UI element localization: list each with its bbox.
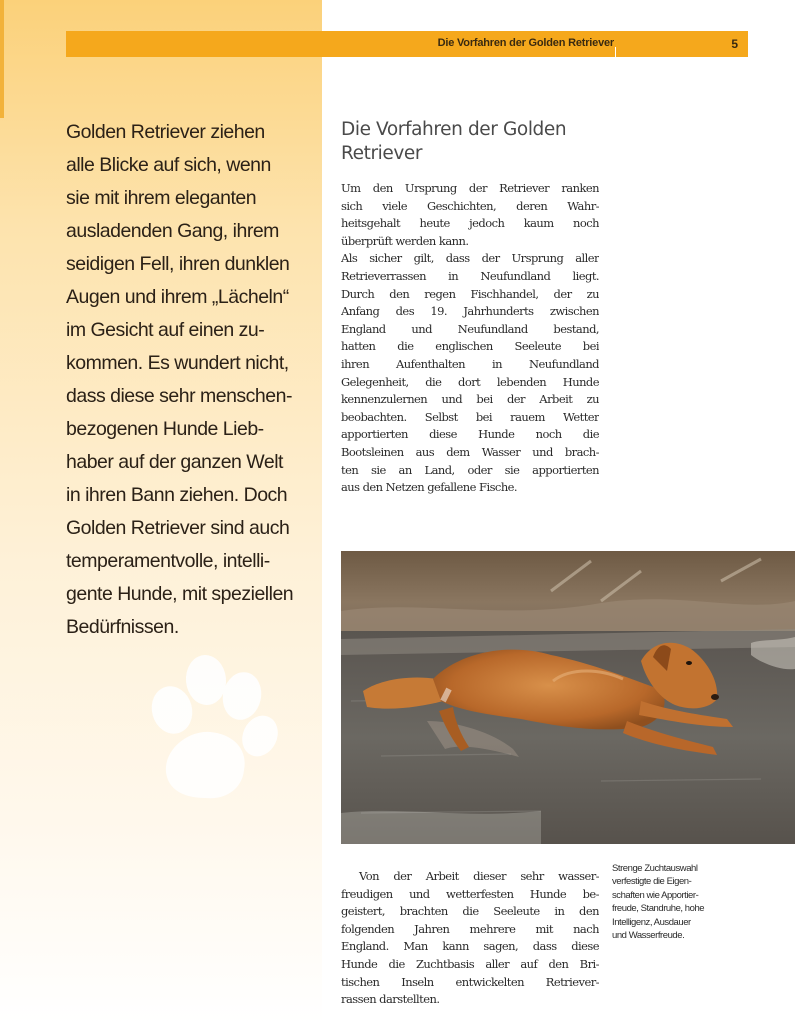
- text-line: Um den Ursprung der Retriever ranken: [341, 181, 599, 195]
- text-line: Hunde die Zuchtbasis aller auf den Bri-: [341, 956, 599, 971]
- intro-line: kommen. Es wundert nicht,: [66, 352, 289, 374]
- intro-line: seidigen Fell, ihren dunklen: [66, 253, 290, 275]
- intro-line: bezogenen Hunde Lieb-: [66, 418, 264, 440]
- photo-golden-retriever: [341, 551, 795, 844]
- intro-line: Golden Retriever sind auch: [66, 517, 290, 539]
- text-line: kennenzulernen und bei der Arbeit zu: [341, 392, 599, 407]
- text-line: geistert, brachten die Seeleute in den: [341, 904, 599, 919]
- intro-line: temperamentvolle, intelli-: [66, 550, 270, 572]
- header-divider: [615, 47, 616, 57]
- text-line: Gelegenheit, die dort lebenden Hunde: [341, 374, 599, 389]
- intro-text: [66, 116, 318, 644]
- text-line: überprüft werden kann.: [341, 233, 469, 248]
- text-line: rassen darstellten.: [341, 992, 440, 1007]
- text-line: apportierten diese Hunde noch die: [341, 427, 599, 442]
- caption-line: freude, Standruhe, hohe: [612, 903, 705, 915]
- intro-line: sie mit ihrem eleganten: [66, 187, 257, 209]
- intro-line: ausladenden Gang, ihrem: [66, 220, 279, 242]
- article-title: [341, 118, 601, 166]
- text-line: Anfang des 19. Jahrhunderts zwischen: [341, 304, 599, 319]
- caption-line: und Wasserfreude.: [612, 930, 685, 942]
- text-line: Retrieverrassen in Neufundland liegt.: [341, 268, 599, 283]
- text-line: Von der Arbeit dieser sehr wasser-: [359, 869, 599, 883]
- paw-print-icon: [146, 652, 282, 808]
- title-line: Retriever: [341, 143, 423, 164]
- intro-line: haber auf der ganzen Welt: [66, 451, 283, 473]
- intro-line: Augen und ihrem „Lächeln“: [66, 286, 289, 308]
- photo-caption: [612, 862, 752, 942]
- text-line: Durch den regen Fischhandel, der zu: [341, 286, 599, 301]
- article-paragraph-2: [341, 868, 599, 1009]
- running-header: [66, 31, 748, 57]
- text-line: folgenden Jahren mehrere mit nach: [341, 921, 599, 936]
- article-paragraph-1: [341, 180, 599, 497]
- text-line: Als sicher gilt, dass der Ursprung aller: [341, 251, 599, 266]
- intro-line: alle Blicke auf sich, wenn: [66, 154, 271, 176]
- caption-line: verfestigte die Eigen-: [612, 876, 692, 888]
- intro-line: gente Hunde, mit speziellen: [66, 583, 294, 605]
- caption-line: schaften wie Apportier-: [612, 889, 699, 901]
- text-line: England und Neufundland bestand,: [341, 321, 599, 336]
- text-line: England. Man kann sagen, dass diese: [341, 939, 599, 954]
- running-header-title: Die Vorfahren der Golden Retriever: [437, 37, 614, 49]
- text-line: Bootsleinen aus dem Wasser und brach-: [341, 444, 599, 459]
- text-line: ihren Aufenthalten in Neufundland: [341, 356, 599, 371]
- intro-line: in ihren Bann ziehen. Doch: [66, 484, 288, 506]
- text-line: ten sie an Land, oder sie apportierten: [341, 462, 599, 477]
- page-number: 5: [731, 37, 738, 51]
- intro-line: dass diese sehr menschen-: [66, 385, 292, 407]
- intro-line: Bedürfnissen.: [66, 616, 179, 638]
- intro-line: Golden Retriever ziehen: [66, 121, 265, 143]
- title-line: Die Vorfahren der Golden: [341, 119, 567, 140]
- text-line: freudigen und wetterfesten Hunde be-: [341, 886, 599, 901]
- text-line: heitsgehalt heute jedoch kaum noch: [341, 216, 599, 231]
- caption-line: Strenge Zuchtauswahl: [612, 863, 698, 874]
- text-line: beobachten. Selbst bei rauem Wetter: [341, 409, 599, 424]
- text-line: hatten die englischen Seeleute bei: [341, 339, 599, 354]
- intro-line: im Gesicht auf einen zu-: [66, 319, 265, 341]
- text-line: sich viele Geschichten, deren Wahr-: [341, 198, 599, 213]
- caption-line: Intelligenz, Ausdauer: [612, 916, 691, 928]
- text-line: tischen Inseln entwickelten Retriever-: [341, 974, 599, 989]
- text-line: aus den Netzen gefallene Fische.: [341, 480, 518, 495]
